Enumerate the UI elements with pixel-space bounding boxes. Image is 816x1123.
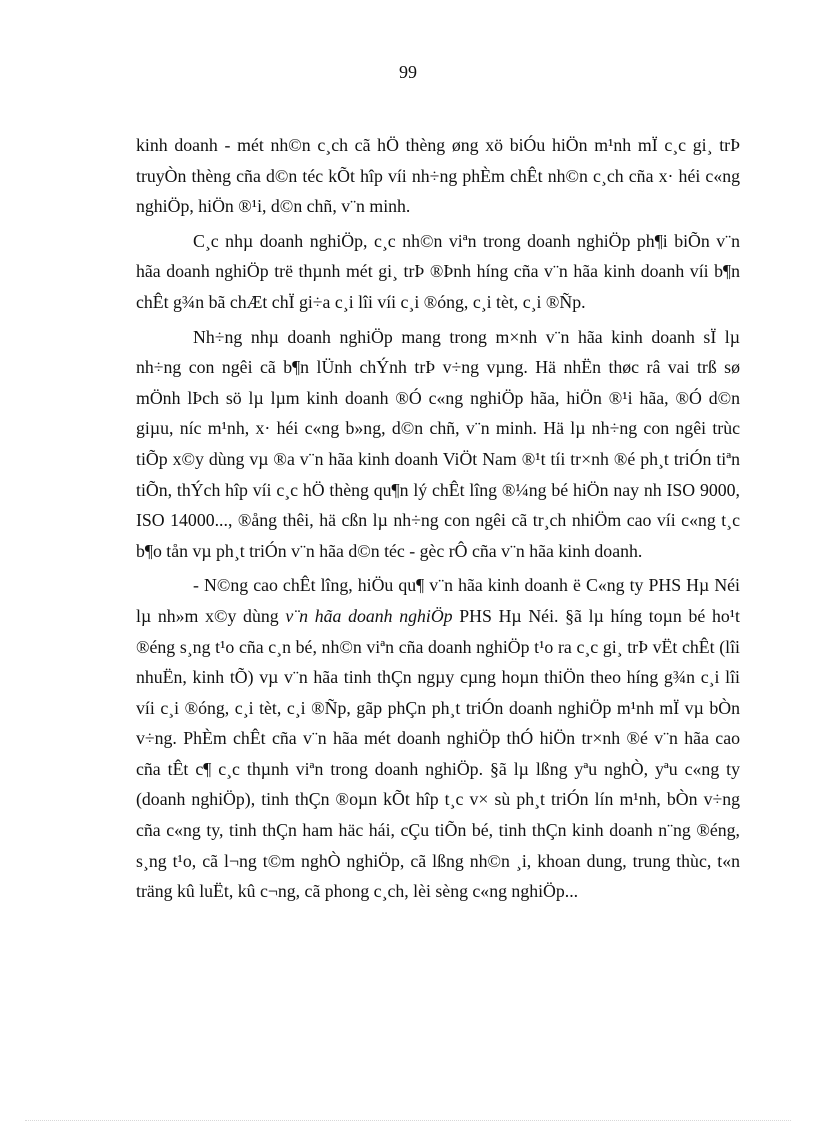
- paragraph-3: Nh÷ng nhµ doanh nghiÖp mang trong m×nh v¨n hãa kinh doanh sÏ lµ nh÷ng con ngêi cã b¶n lÜnh chÝnh trÞ v÷ng vµng. Hä nhËn thøc râ vai trß sø mÖnh lÞch sö lµ lµm kinh doanh ®Ó c«ng nghiÖp hãa, hiÖn ®¹i hãa, ®Ó d©n giµu, níc m¹nh, x· héi c«ng b»ng, d©n chñ, v¨n minh. Hä lµ nh÷ng con ngêi trùc tiÕp x©y dùng vµ ®a v¨n hãa kinh doanh ViÖt Nam ®¹t tíi tr×nh ®é ph¸t triÓn tiªn tiÕn, thÝch hîp víi c¸c hÖ thèng qu¶n lý chÊt lîng ®¼ng bé hiÖn nay nh ISO 9000, ISO 14000..., ®ång thêi, hä cßn lµ nh÷ng con ngêi cã tr¸ch nhiÖm cao víi c«ng t¸c b¶o tån vµ ph¸t triÓn v¨n hãa d©n téc - gèc rÔ cña v¨n hãa kinh doanh.: [136, 326, 740, 561]
- paragraph-4-italic-phrase: v¨n hãa doanh nghiÖp: [285, 605, 453, 626]
- paragraph-2: C¸c nhµ doanh nghiÖp, c¸c nh©n viªn trong doanh nghiÖp ph¶i biÕn v¨n hãa doanh nghiÖp trë thµnh mét gi¸ trÞ ®Þnh híng cña v¨n hãa kinh doanh víi b¶n chÊt g¾n bã chÆt chÏ gi÷a c¸i lîi víi c¸i ®óng, c¸i tèt, c¸i ®Ñp.: [136, 230, 740, 312]
- paragraph-1: kinh doanh - mét nh©n c¸ch cã hÖ thèng øng xö biÓu hiÖn m¹nh mÏ c¸c gi¸ trÞ truyÒn thèng cña d©n téc kÕt hîp víi nh÷ng phÈm chÊt nh©n c¸ch cña x· héi c«ng nghiÖp, hiÖn ®¹i, d©n chñ, v¨n minh.: [136, 135, 740, 217]
- page-bottom-rule: [25, 1120, 791, 1121]
- paragraph-4: [136, 570, 740, 907]
- document-body: [136, 130, 740, 907]
- page-number: 99: [399, 62, 417, 82]
- paragraph-4-text-before-italic: - N©ng cao chÊt lîng, hiÖu qu¶ v¨n hãa kinh doanh ë C«ng ty PHS Hµ Néi lµ nh»m x©y dùng: [136, 575, 740, 626]
- paragraph-4-text-after-italic: PHS Hµ Néi. §ã lµ híng toµn bé ho¹t ®éng s¸ng t¹o cña c¸n bé, nh©n viªn cña doanh nghiÖp t¹o ra c¸c gi¸ trÞ vËt chÊt (lîi nhuËn, kinh tÕ) vµ v¨n hãa tinh thÇn ngµy cµng hoµn thiÖn theo híng g¾n c¸i lîi víi c¸i ®óng, c¸i tèt, c¸i ®Ñp, gãp phÇn ph¸t triÓn doanh nghiÖp m¹nh mÏ vµ bÒn v÷ng. PhÈm chÊt cña v¨n hãa mét doanh nghiÖp thÓ hiÖn tr×nh ®é v¨n hãa cao cña tÊt c¶ c¸c thµnh viªn trong doanh nghiÖp. §ã lµ lßng yªu nghÒ, yªu c«ng ty (doanh nghiÖp), tinh thÇn ®oµn kÕt hîp t¸c v× sù ph¸t triÓn lín m¹nh, bÒn v÷ng cña c«ng ty, tinh thÇn ham häc hái, cÇu tiÕn bé, tinh thÇn kinh doanh n¨ng ®éng, s¸ng t¹o, cã l¬ng t©m nghÒ nghiÖp, cã lßng nh©n ¸i, khoan dung, trung thùc, t«n träng kû luËt, kû c¬ng, cã phong c¸ch, lèi sèng c«ng nghiÖp...: [136, 605, 740, 902]
